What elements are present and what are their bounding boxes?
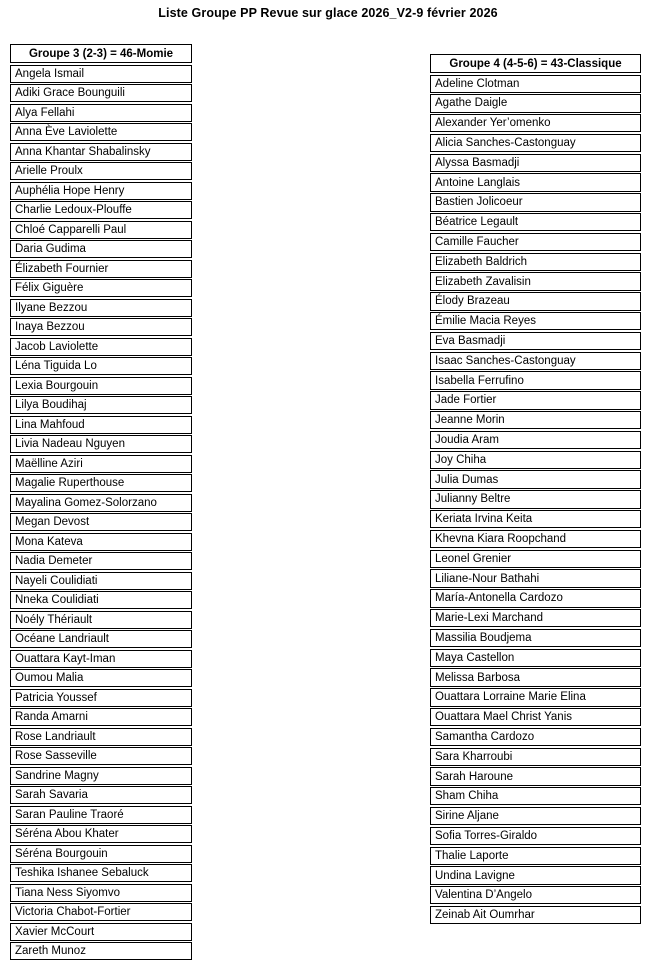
table-row: Ouattara Kayt-Iman — [10, 650, 192, 668]
table-row: Alicia Sanches-Castonguay — [430, 134, 641, 152]
table-row: Randa Amarni — [10, 708, 192, 726]
table-row: Daria Gudima — [10, 240, 192, 258]
table-row: Auphélia Hope Henry — [10, 182, 192, 200]
document-title: Liste Groupe PP Revue sur glace 2026_V2-9 février 2026 — [158, 6, 498, 20]
table-row: Melissa Barbosa — [430, 668, 641, 686]
table-row: Liliane-Nour Bathahi — [430, 569, 641, 587]
table-row: Arielle Proulx — [10, 162, 192, 180]
table-row: Béatrice Legault — [430, 213, 641, 231]
table-row: Sofia Torres-Giraldo — [430, 827, 641, 845]
table-row: Agathe Daigle — [430, 94, 641, 112]
table-row: Valentina D’Angelo — [430, 886, 641, 904]
group3-header: Groupe 3 (2-3) = 46-Momie — [10, 44, 192, 63]
table-row: Patricia Youssef — [10, 689, 192, 707]
table-row: Sandrine Magny — [10, 767, 192, 785]
table-row: Félix Giguère — [10, 279, 192, 297]
table-row: Marie-Lexi Marchand — [430, 609, 641, 627]
table-row: Teshika Ishanee Sebaluck — [10, 864, 192, 882]
table-row: Océane Landriault — [10, 630, 192, 648]
table-row: Eva Basmadji — [430, 332, 641, 350]
group4-table — [430, 54, 641, 924]
table-row: Xavier McCourt — [10, 923, 192, 941]
table-row: Camille Faucher — [430, 233, 641, 251]
table-row: Nadia Demeter — [10, 552, 192, 570]
table-row: Maëlline Aziri — [10, 455, 192, 473]
table-row: Mona Kateva — [10, 533, 192, 551]
table-row: Keriata Irvina Keita — [430, 510, 641, 528]
table-row: Ouattara Mael Christ Yanis — [430, 708, 641, 726]
table-row: Noély Thériault — [10, 611, 192, 629]
table-row: Saran Pauline Traoré — [10, 806, 192, 824]
table-row: Anna Khantar Shabalinsky — [10, 143, 192, 161]
table-row: Leonel Grenier — [430, 550, 641, 568]
table-row: Isabella Ferrufino — [430, 371, 641, 389]
group4-header: Groupe 4 (4-5-6) = 43-Classique — [430, 54, 641, 73]
table-row: Joudia Aram — [430, 431, 641, 449]
group3-table — [10, 44, 192, 960]
table-row: María-Antonella Cardozo — [430, 589, 641, 607]
table-row: Jeanne Morin — [430, 411, 641, 429]
table-row: Alya Fellahi — [10, 104, 192, 122]
table-row: Sirine Aljane — [430, 807, 641, 825]
table-row: Ilyane Bezzou — [10, 299, 192, 317]
table-row: Alyssa Basmadji — [430, 154, 641, 172]
table-row: Sham Chiha — [430, 787, 641, 805]
table-row: Émilie Macia Reyes — [430, 312, 641, 330]
table-row: Undina Lavigne — [430, 866, 641, 884]
table-row: Tiana Ness Siyomvo — [10, 884, 192, 902]
table-row: Zareth Munoz — [10, 942, 192, 960]
table-row: Élody Brazeau — [430, 292, 641, 310]
table-row: Thalie Laporte — [430, 847, 641, 865]
table-row: Massilia Boudjema — [430, 629, 641, 647]
table-row: Lina Mahfoud — [10, 416, 192, 434]
table-row: Chloé Capparelli Paul — [10, 221, 192, 239]
table-row: Rose Sasseville — [10, 747, 192, 765]
table-row: Sarah Savaria — [10, 786, 192, 804]
group3-rows — [10, 65, 192, 961]
table-row: Anna Ève Laviolette — [10, 123, 192, 141]
table-row: Livia Nadeau Nguyen — [10, 435, 192, 453]
table-row: Charlie Ledoux-Plouffe — [10, 201, 192, 219]
table-row: Victoria Chabot-Fortier — [10, 903, 192, 921]
table-row: Séréna Abou Khater — [10, 825, 192, 843]
table-row: Bastien Jolicoeur — [430, 193, 641, 211]
table-row: Julia Dumas — [430, 470, 641, 488]
table-row: Maya Castellon — [430, 649, 641, 667]
table-row: Angela Ismail — [10, 65, 192, 83]
table-row: Adiki Grace Bounguili — [10, 84, 192, 102]
table-row: Zeinab Ait Oumrhar — [430, 906, 641, 924]
table-row: Julianny Beltre — [430, 490, 641, 508]
table-row: Inaya Bezzou — [10, 318, 192, 336]
table-row: Magalie Ruperthouse — [10, 474, 192, 492]
table-row: Ouattara Lorraine Marie Elina — [430, 688, 641, 706]
table-row: Lexia Bourgouin — [10, 377, 192, 395]
table-row: Nayeli Coulidiati — [10, 572, 192, 590]
table-row: Elizabeth Baldrich — [430, 253, 641, 271]
table-row: Sarah Haroune — [430, 767, 641, 785]
table-row: Elizabeth Zavalisin — [430, 272, 641, 290]
table-row: Joy Chiha — [430, 451, 641, 469]
table-row: Lilya Boudihaj — [10, 396, 192, 414]
table-row: Jacob Laviolette — [10, 338, 192, 356]
table-row: Élizabeth Fournier — [10, 260, 192, 278]
table-row: Adeline Clotman — [430, 75, 641, 93]
table-row: Jade Fortier — [430, 391, 641, 409]
table-row: Oumou Malia — [10, 669, 192, 687]
table-row: Mayalina Gomez-Solorzano — [10, 494, 192, 512]
table-row: Khevna Kiara Roopchand — [430, 530, 641, 548]
table-row: Nneka Coulidiati — [10, 591, 192, 609]
table-row: Sara Kharroubi — [430, 748, 641, 766]
table-row: Antoine Langlais — [430, 173, 641, 191]
table-row: Megan Devost — [10, 513, 192, 531]
table-row: Alexander Yer’omenko — [430, 114, 641, 132]
table-row: Isaac Sanches-Castonguay — [430, 352, 641, 370]
table-row: Rose Landriault — [10, 728, 192, 746]
group4-rows — [430, 75, 641, 925]
table-row: Séréna Bourgouin — [10, 845, 192, 863]
table-row: Samantha Cardozo — [430, 728, 641, 746]
table-row: Léna Tiguida Lo — [10, 357, 192, 375]
